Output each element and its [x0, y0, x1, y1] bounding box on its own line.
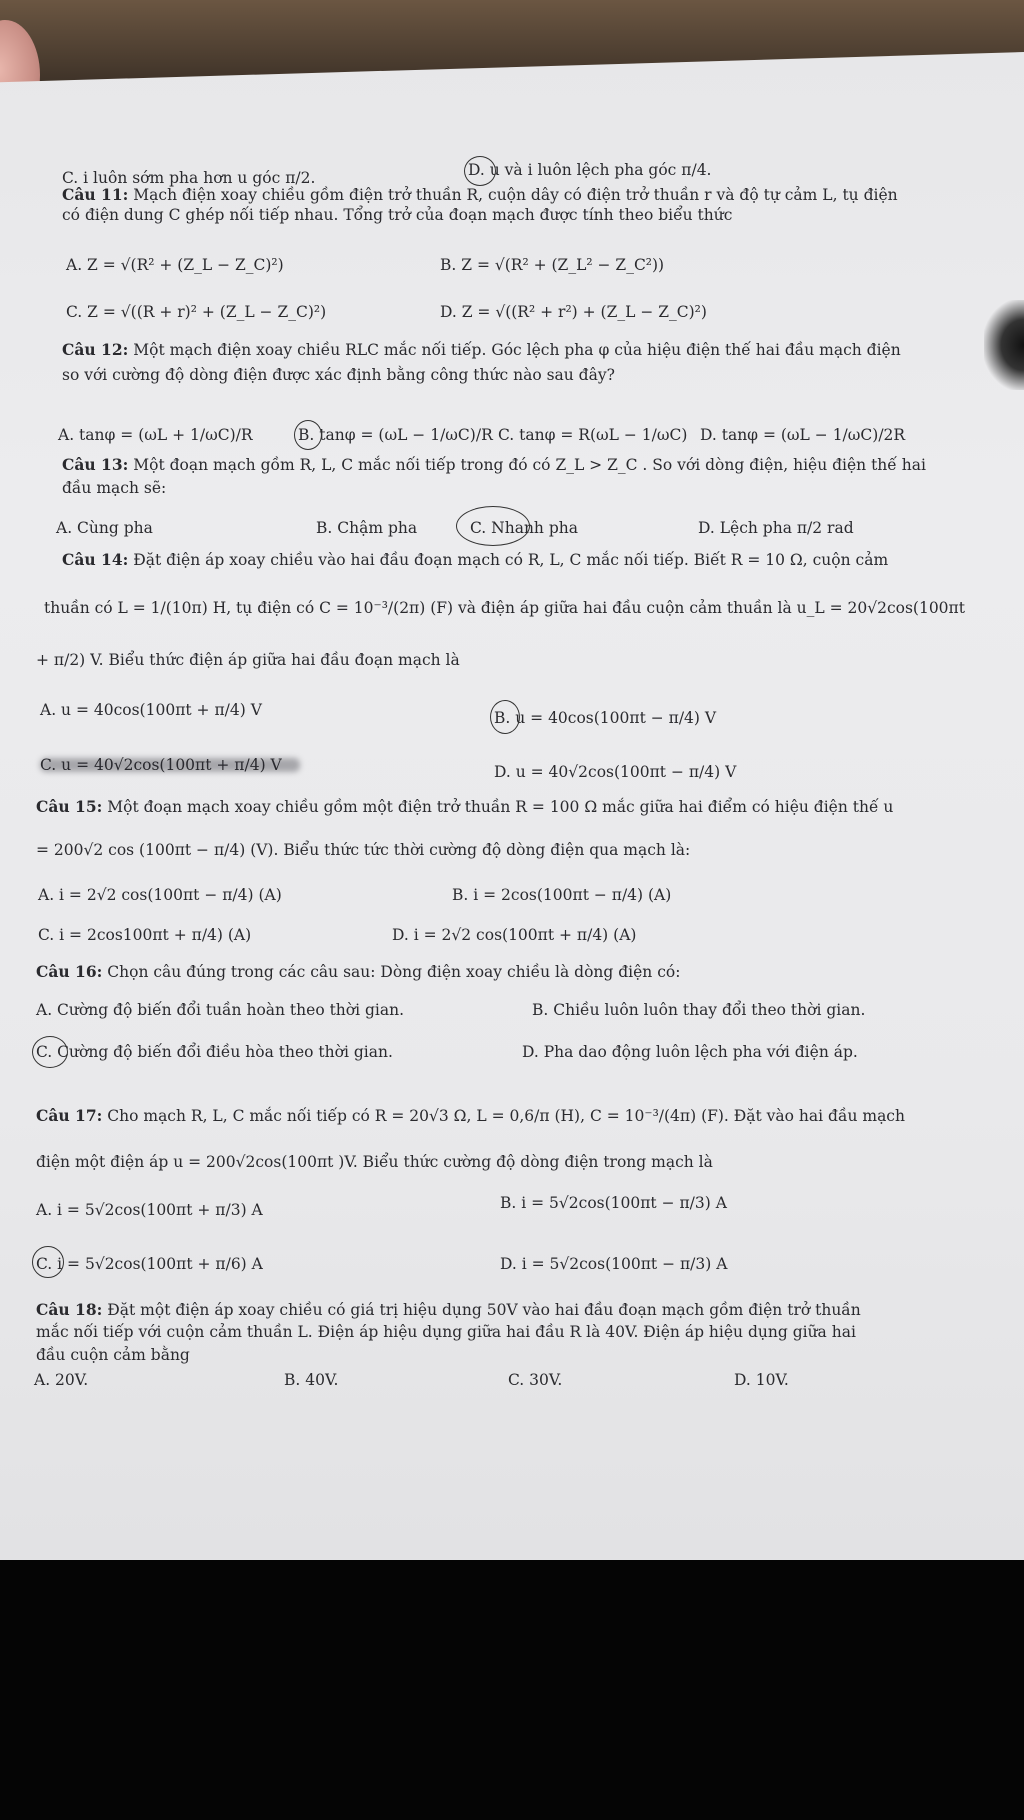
answer-circle-q13-c — [456, 506, 530, 546]
question-number: Câu 14: — [62, 550, 129, 569]
question-number: Câu 18: — [36, 1300, 103, 1319]
text-line-q12-C: C. tanφ = R(ωL − 1/ωC) — [498, 426, 688, 444]
text-line-q16-A: A. Cường độ biến đổi tuần hoàn theo thời gian. — [36, 1001, 405, 1019]
question-number: Câu 16: — [36, 962, 103, 981]
text-line-q13-A: A. Cùng pha — [56, 519, 153, 537]
question-number: Câu 15: — [36, 797, 103, 816]
text-line-q18-D: D. 10V. — [734, 1371, 789, 1389]
text-line-q14-A: A. u = 40cos(100πt + π/4) V — [40, 701, 262, 719]
text-line-q14-a — [62, 550, 888, 570]
pen-smear — [40, 758, 300, 772]
text-line-q11-a — [62, 185, 898, 205]
answer-circle-q12-b — [294, 420, 322, 450]
text-line-q17-a — [36, 1106, 905, 1126]
text-line-q13-a — [62, 455, 926, 475]
text-line-q10-d: D. u và i luôn lệch pha góc π/4. — [468, 161, 712, 179]
text-line-q17-b: điện một điện áp u = 200√2cos(100πt )V. Biểu thức cường độ dòng điện trong mạch là — [36, 1153, 713, 1171]
text-line-q13-B: B. Chậm pha — [316, 519, 418, 537]
question-text: Một đoạn mạch xoay chiều gồm một điện trở thuần R = 100 Ω mắc giữa hai điểm có hiệu điện thế u — [102, 798, 894, 816]
text-line-q12-A: A. tanφ = (ωL + 1/ωC)/R — [58, 426, 253, 444]
text-line-q11-D: D. Z = √((R² + r²) + (Z_L − Z_C)²) — [440, 303, 707, 321]
text-line-q15-b: = 200√2 cos (100πt − π/4) (V). Biểu thức tức thời cường độ dòng điện qua mạch là: — [36, 841, 691, 859]
text-line-q18-b: mắc nối tiếp với cuộn cảm thuần L. Điện áp hiệu dụng giữa hai đầu R là 40V. Điện áp hiệu dụng giữa hai — [36, 1323, 856, 1341]
text-line-q14-C: C. u = 40√2cos(100πt + π/4) V — [40, 756, 282, 774]
text-line-q12-D: D. tanφ = (ωL − 1/ωC)/2R — [700, 426, 906, 444]
answer-circle-q17-c — [32, 1246, 64, 1278]
text-line-q13-D: D. Lệch pha π/2 rad — [698, 519, 854, 537]
text-line-q15-D: D. i = 2√2 cos(100πt + π/4) (A) — [392, 926, 637, 944]
text-line-q15-a — [36, 797, 893, 817]
text-line-q16-B: B. Chiều luôn luôn thay đổi theo thời gian. — [532, 1001, 866, 1019]
text-line-q14-D: D. u = 40√2cos(100πt − π/4) V — [494, 763, 737, 781]
question-text: Một đoạn mạch gồm R, L, C mắc nối tiếp trong đó có Z_L > Z_C . So với dòng điện, hiệu điện thế hai — [128, 456, 926, 474]
text-line-q17-A: A. i = 5√2cos(100πt + π/3) A — [36, 1201, 263, 1219]
text-line-q11-B: B. Z = √(R² + (Z_L² − Z_C²)) — [440, 256, 665, 274]
question-number: Câu 17: — [36, 1106, 103, 1125]
question-number: Câu 12: — [62, 340, 129, 359]
text-line-q13-C: C. Nhanh pha — [470, 519, 578, 537]
answer-circle-q14-b — [490, 700, 520, 734]
text-line-q17-D: D. i = 5√2cos(100πt − π/3) A — [500, 1255, 728, 1273]
answer-circle-q10-d — [464, 156, 496, 186]
text-line-q12-a — [62, 340, 901, 360]
text-line-q18-A: A. 20V. — [34, 1371, 89, 1389]
text-line-q14-b: thuần có L = 1/(10π) H, tụ điện có C = 10⁻³/(2π) (F) và điện áp giữa hai đầu cuộn cảm thuần là u_L = 20√2cos(100πt — [44, 599, 965, 617]
text-line-q11-b: có điện dung C ghép nối tiếp nhau. Tổng trở của đoạn mạch được tính theo biểu thức — [62, 206, 733, 224]
text-line-q16-C: C. Cường độ biến đổi điều hòa theo thời gian. — [36, 1043, 393, 1061]
question-text: Một mạch điện xoay chiều RLC mắc nối tiếp. Góc lệch pha φ của hiệu điện thế hai đầu mạch điện — [128, 341, 901, 359]
question-number: Câu 11: — [62, 185, 129, 204]
dark-background — [0, 1560, 1024, 1820]
question-text: Đặt một điện áp xoay chiều có giá trị hiệu dụng 50V vào hai đầu đoạn mạch gồm điện trở thuần — [102, 1301, 861, 1319]
text-line-q15-A: A. i = 2√2 cos(100πt − π/4) (A) — [38, 886, 282, 904]
text-line-q18-c: đầu cuộn cảm bằng — [36, 1346, 190, 1364]
text-line-q15-B: B. i = 2cos(100πt − π/4) (A) — [452, 886, 672, 904]
question-text: Chọn câu đúng trong các câu sau: Dòng điện xoay chiều là dòng điện có: — [102, 963, 681, 981]
question-text: Đặt điện áp xoay chiều vào hai đầu đoạn mạch có R, L, C mắc nối tiếp. Biết R = 10 Ω, cuộn cảm — [128, 551, 889, 569]
text-line-q18-B: B. 40V. — [284, 1371, 339, 1389]
text-line-q15-C: C. i = 2cos100πt + π/4) (A) — [38, 926, 252, 944]
question-text: Mạch điện xoay chiều gồm điện trở thuần R, cuộn dây có điện trở thuần r và độ tự cảm L, tụ điện — [128, 186, 898, 204]
text-line-q18-C: C. 30V. — [508, 1371, 563, 1389]
text-line-q16-D: D. Pha dao động luôn lệch pha với điện áp. — [522, 1043, 858, 1061]
text-line-q14-c: + π/2) V. Biểu thức điện áp giữa hai đầu đoạn mạch là — [36, 651, 460, 669]
text-line-q17-C: C. i = 5√2cos(100πt + π/6) A — [36, 1255, 263, 1273]
question-number: Câu 13: — [62, 455, 129, 474]
text-line-q12-B: B. tanφ = (ωL − 1/ωC)/R — [298, 426, 493, 444]
text-line-q18-a — [36, 1300, 861, 1320]
text-line-q16-a — [36, 962, 680, 982]
text-line-q17-B: B. i = 5√2cos(100πt − π/3) A — [500, 1194, 727, 1212]
text-line-q10-c: C. i luôn sớm pha hơn u góc π/2. — [62, 169, 316, 187]
text-line-q13-b: đầu mạch sẽ: — [62, 479, 167, 497]
answer-circle-q16-c — [32, 1036, 68, 1068]
question-text: Cho mạch R, L, C mắc nối tiếp có R = 20√3 Ω, L = 0,6/π (H), C = 10⁻³/(4π) (F). Đặt vào hai đầu mạch — [102, 1107, 905, 1125]
text-line-q11-A: A. Z = √(R² + (Z_L − Z_C)²) — [66, 256, 284, 274]
text-line-q12-b: so với cường độ dòng điện được xác định bằng công thức nào sau đây? — [62, 366, 615, 384]
text-line-q14-B: B. u = 40cos(100πt − π/4) V — [494, 709, 717, 727]
text-line-q11-C: C. Z = √((R + r)² + (Z_L − Z_C)²) — [66, 303, 327, 321]
